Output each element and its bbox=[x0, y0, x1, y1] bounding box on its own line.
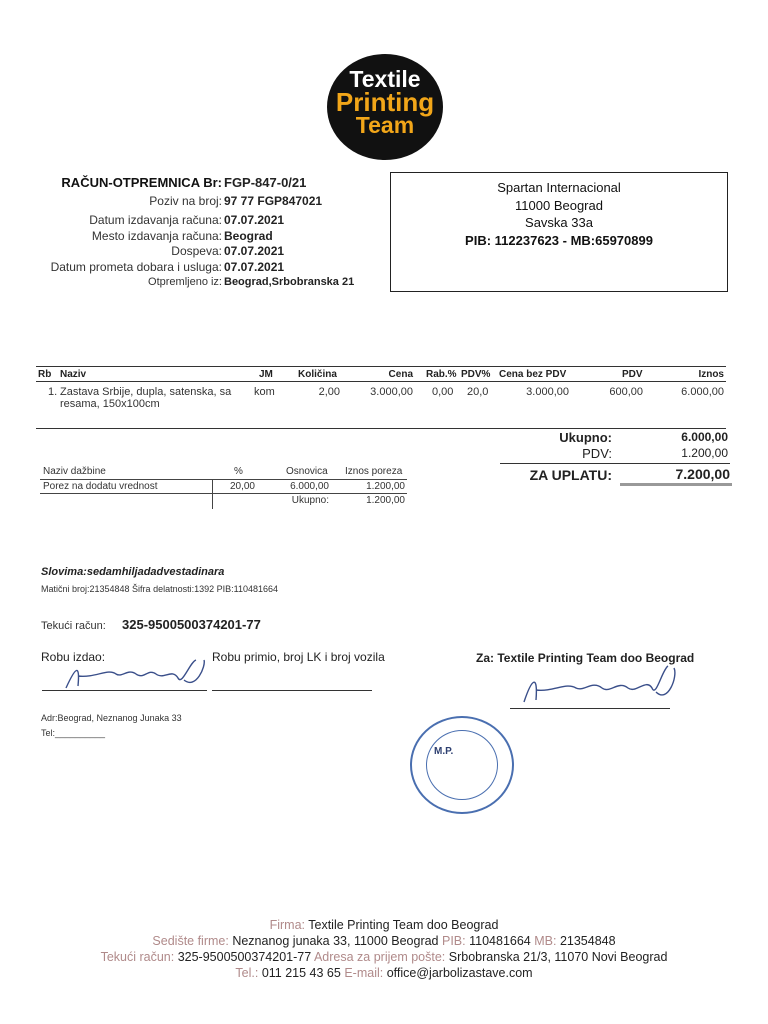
col-jm: JM bbox=[259, 369, 273, 380]
field-label-otpremljeno: Otpremljeno iz: bbox=[148, 276, 222, 288]
invoice-number: FGP-847-0/21 bbox=[224, 175, 307, 190]
tax-col-naziv: Naziv dažbine bbox=[43, 466, 106, 477]
za-uplatu-underline bbox=[620, 483, 732, 486]
footer-firma-label: Firma: bbox=[269, 918, 305, 932]
col-naziv: Naziv bbox=[60, 369, 87, 380]
account-number: 325-9500500374201-77 bbox=[122, 617, 261, 632]
col-cena: Cena bbox=[388, 369, 413, 380]
field-label-datum-prometa: Datum prometa dobara i usluga: bbox=[50, 260, 222, 274]
footer-adresa-label: Adresa za prijem pošte: bbox=[313, 950, 446, 964]
amount-in-words: Slovima:sedamhiljadadvestadinara bbox=[41, 566, 225, 578]
row-cena-bez-pdv: 3.000,00 bbox=[526, 386, 569, 398]
received-by-label: Robu primio, broj LK i broj vozila bbox=[212, 650, 385, 664]
footer-email-label: E-mail: bbox=[344, 966, 384, 980]
invoice-title-label: RAČUN-OTPREMNICA Br: bbox=[61, 175, 222, 190]
field-value-mesto: Beograd bbox=[224, 229, 273, 243]
tax-col-osnovica: Osnovica bbox=[286, 466, 328, 477]
items-top-rule bbox=[36, 366, 726, 367]
row-iznos: 6.000,00 bbox=[681, 386, 724, 398]
logo-line-3: Team bbox=[355, 112, 415, 138]
field-value-otpremljeno: Beograd,Srbobranska 21 bbox=[224, 276, 355, 288]
total-ukupno-label: Ukupno: bbox=[559, 430, 612, 445]
footer-pib-label: PIB: bbox=[442, 934, 466, 948]
tax-row-pct: 20,00 bbox=[229, 481, 255, 492]
tax-row-naziv: Porez na dodatu vrednost bbox=[43, 481, 158, 492]
tax-ukupno-label: Ukupno: bbox=[291, 495, 329, 506]
footer-line-2 bbox=[0, 934, 768, 948]
footer-pib-value: 110481664 bbox=[469, 934, 531, 948]
row-naziv-line2: resama, 150x100cm bbox=[60, 398, 160, 410]
footer-adresa-value: Srbobranska 21/3, 11070 Novi Beograd bbox=[448, 950, 668, 964]
total-za-uplatu-value: 7.200,00 bbox=[675, 466, 730, 482]
issuer-tel: Tel:__________ bbox=[41, 728, 106, 738]
received-sign-line bbox=[212, 690, 372, 691]
tax-inner-divider bbox=[212, 480, 408, 509]
totals-rule bbox=[500, 463, 730, 464]
issued-by-label: Robu izdao: bbox=[41, 650, 106, 664]
buyer-ids: PIB: 112237623 - MB:65970899 bbox=[465, 232, 653, 248]
issuer-address: Adr:Beograd, Neznanog Junaka 33 bbox=[41, 713, 182, 723]
buyer-city: 11000 Beograd bbox=[515, 197, 603, 213]
footer-email-value: office@jarbolizastave.com bbox=[386, 966, 533, 980]
field-label-dospeva: Dospeva: bbox=[171, 244, 222, 258]
total-pdv-label: PDV: bbox=[582, 446, 612, 461]
issued-sign-line bbox=[42, 690, 207, 691]
footer-tel-value: 011 215 43 65 bbox=[261, 966, 341, 980]
stamp-inner-ring bbox=[426, 730, 498, 800]
items-bottom-rule bbox=[36, 428, 726, 429]
footer-racun-value: 325-9500500374201-77 bbox=[177, 950, 312, 964]
company-sign-line bbox=[510, 708, 670, 709]
tax-col-iznos: Iznos poreza bbox=[345, 466, 403, 477]
row-rb: 1. bbox=[48, 386, 58, 398]
tax-col-pct: % bbox=[234, 466, 243, 477]
col-cena-bez-pdv: Cena bez PDV bbox=[499, 369, 567, 380]
logo-line-2: Printing bbox=[335, 87, 435, 117]
company-logo bbox=[327, 54, 443, 160]
stamp-mp-label: M.P. bbox=[434, 746, 454, 757]
col-iznos: Iznos bbox=[698, 369, 724, 380]
field-label-poziv: Poziv na broj: bbox=[149, 194, 222, 208]
footer-line-1 bbox=[0, 918, 768, 932]
footer-mb-label: MB: bbox=[534, 934, 557, 948]
field-value-poziv: 97 77 FGP847021 bbox=[224, 194, 323, 208]
footer-sediste-label: Sedište firme: bbox=[152, 934, 229, 948]
col-rb: Rb bbox=[38, 369, 52, 380]
col-pdv-pct: PDV% bbox=[461, 369, 491, 380]
footer-line-3 bbox=[0, 950, 768, 964]
row-naziv-line1: Zastava Srbije, dupla, satenska, sa bbox=[60, 386, 232, 398]
total-ukupno-value: 6.000,00 bbox=[681, 430, 728, 444]
tax-row-iznos: 1.200,00 bbox=[366, 481, 405, 492]
col-kolicina: Količina bbox=[298, 369, 337, 380]
tax-row-osnovica: 6.000,00 bbox=[290, 481, 329, 492]
company-stamp bbox=[410, 716, 514, 814]
footer-mb-value: 21354848 bbox=[559, 934, 616, 948]
col-pdv: PDV bbox=[622, 369, 643, 380]
row-rab: 0,00 bbox=[432, 386, 454, 398]
field-label-mesto: Mesto izdavanja računa: bbox=[91, 229, 222, 243]
buyer-street: Savska 33a bbox=[525, 215, 593, 230]
row-cena: 3.000,00 bbox=[370, 386, 413, 398]
for-company-label: Za: Textile Printing Team doo Beograd bbox=[476, 651, 695, 665]
company-ids: Matični broj:21354848 Šifra delatnosti:1392 PIB:110481664 bbox=[41, 584, 279, 594]
footer-line-4 bbox=[0, 966, 768, 980]
footer-tel-label: Tel.: bbox=[235, 966, 259, 980]
tax-ukupno-value: 1.200,00 bbox=[366, 495, 405, 506]
logo-line-1: Textile bbox=[349, 66, 421, 92]
footer-firma-value: Textile Printing Team doo Beograd bbox=[308, 918, 499, 932]
field-value-dospeva: 07.07.2021 bbox=[224, 244, 285, 258]
company-signature bbox=[510, 664, 680, 708]
field-value-datum-prometa: 07.07.2021 bbox=[224, 260, 285, 274]
row-kolicina: 2,00 bbox=[318, 386, 340, 398]
items-header-rule bbox=[36, 381, 726, 382]
footer-sediste-value: Neznanog junaka 33, 11000 Beograd bbox=[232, 934, 439, 948]
field-value-datum-izdavanja: 07.07.2021 bbox=[224, 213, 285, 227]
row-jm: kom bbox=[254, 386, 275, 398]
col-rab: Rab.% bbox=[426, 369, 457, 380]
footer-racun-label: Tekući račun: bbox=[100, 950, 175, 964]
row-pdv: 600,00 bbox=[609, 386, 643, 398]
field-label-datum-izdavanja: Datum izdavanja računa: bbox=[89, 213, 222, 227]
account-label: Tekući račun: bbox=[41, 620, 106, 632]
buyer-box bbox=[390, 172, 728, 292]
row-pdv-pct: 20,0 bbox=[467, 386, 489, 398]
buyer-name: Spartan Internacional bbox=[497, 180, 621, 195]
total-za-uplatu-label: ZA UPLATU: bbox=[529, 467, 612, 483]
total-pdv-value: 1.200,00 bbox=[681, 446, 728, 460]
